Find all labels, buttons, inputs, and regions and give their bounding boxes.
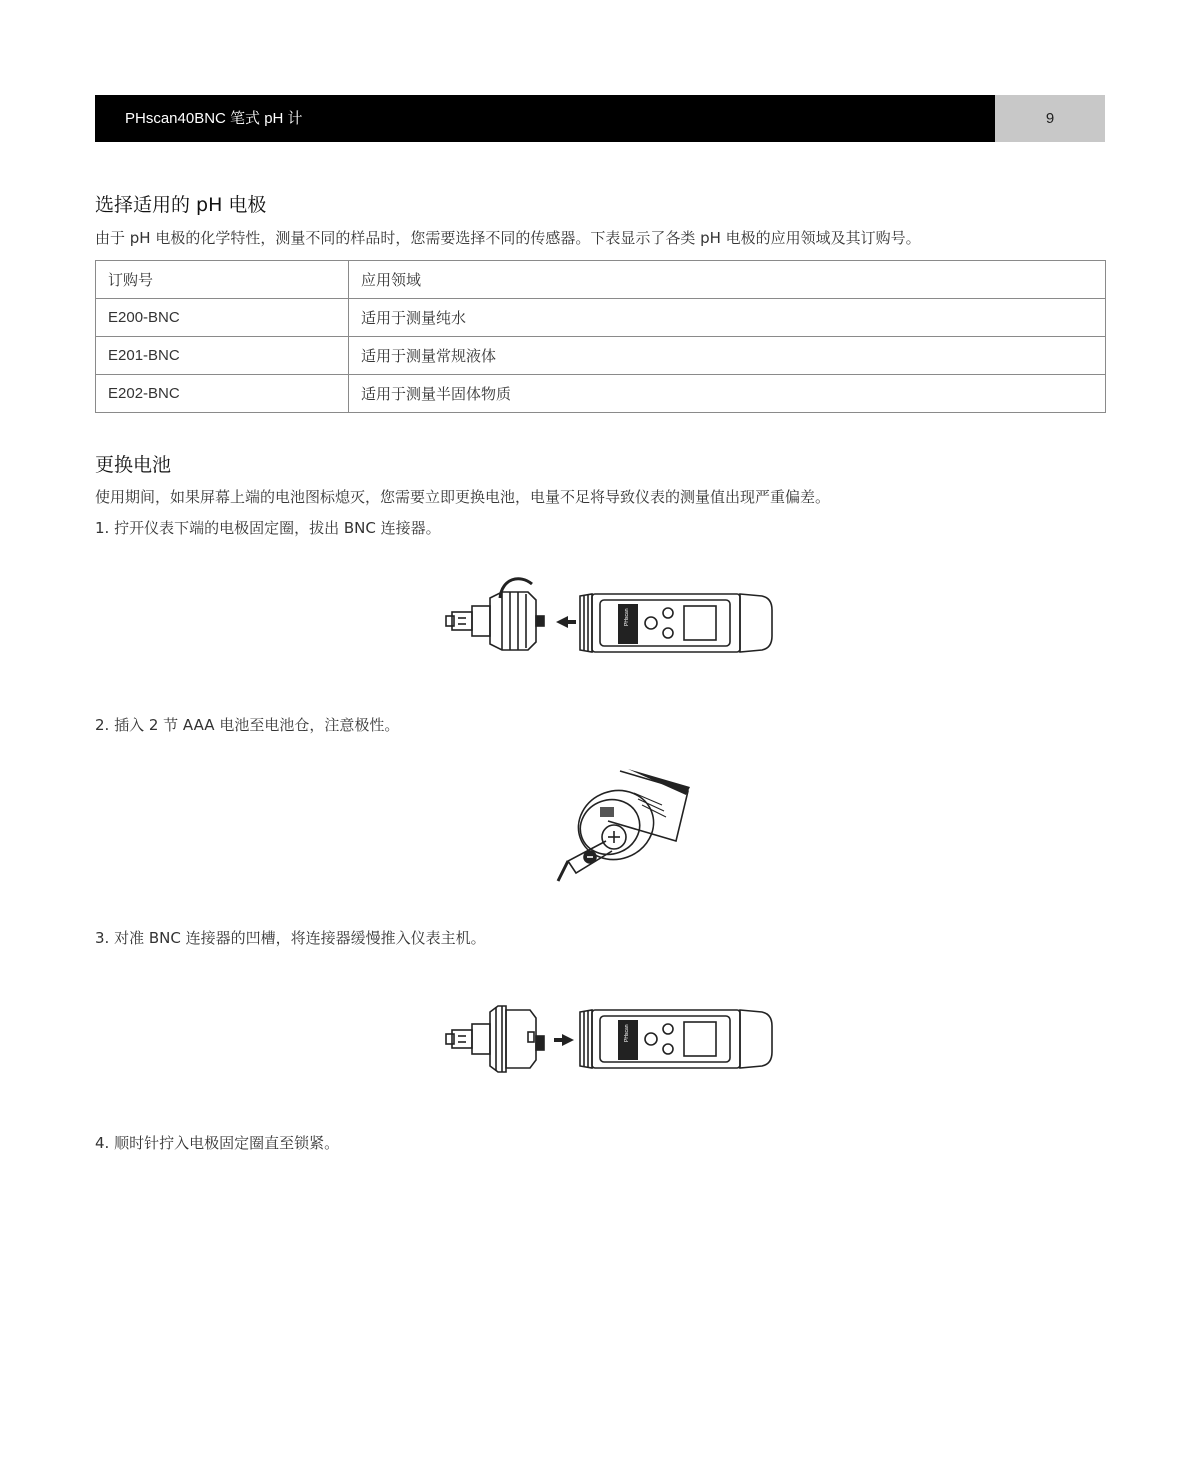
table-header-cell: 订购号 (96, 261, 349, 299)
document-title: PHscan40BNC 笔式 pH 计 (125, 110, 303, 127)
meter-body-drawing (580, 1010, 772, 1068)
table-header-row (96, 261, 1106, 299)
step-1: 1. 拧开仪表下端的电极固定圈，拔出 BNC 连接器。 (95, 519, 441, 537)
table-cell-order-number: E201-BNC (96, 337, 349, 375)
figure-remove-connector (440, 570, 780, 665)
figure-insert-batteries (550, 765, 700, 885)
page-header (95, 95, 1105, 142)
figure-insert-connector (440, 990, 780, 1080)
table-cell-application: 适用于测量常规液体 (349, 337, 1106, 375)
meter-body-drawing (580, 594, 772, 652)
table-cell-application: 适用于测量半固体物质 (349, 375, 1106, 413)
step-4: 4. 顺时针拧入电极固定圈直至锁紧。 (95, 1134, 340, 1152)
table-cell-order-number: E200-BNC (96, 299, 349, 337)
page-number: 9 (995, 95, 1105, 142)
bnc-connector-drawing (446, 579, 544, 650)
step-3: 3. 对准 BNC 连接器的凹槽，将连接器缓慢推入仪表主机。 (95, 929, 486, 947)
table-cell-order-number: E202-BNC (96, 375, 349, 413)
section-heading-battery: 更换电池 (95, 454, 172, 476)
table-row (96, 337, 1106, 375)
table-cell-application: 适用于测量纯水 (349, 299, 1106, 337)
table-header-cell: 应用领域 (349, 261, 1106, 299)
section-heading-electrodes: 选择适用的 pH 电极 (95, 194, 267, 216)
section-intro-battery: 使用期间，如果屏幕上端的电池图标熄灭，您需要立即更换电池，电量不足将导致仪表的测量值出现严重偏差。 (95, 488, 831, 506)
device-brand-label: PHscan (624, 608, 630, 626)
step-2: 2. 插入 2 节 AAA 电池至电池仓，注意极性。 (95, 716, 400, 734)
table-row (96, 299, 1106, 337)
device-brand-label: PHscan (624, 1024, 630, 1042)
electrode-table (95, 260, 1106, 413)
battery-compartment-drawing (558, 769, 690, 881)
table-row (96, 375, 1106, 413)
device-brand-label: PHscan (639, 783, 658, 795)
arrow-left-icon (556, 616, 576, 628)
section-intro-electrodes: 由于 pH 电极的化学特性，测量不同的样品时，您需要选择不同的传感器。下表显示了各类 pH 电极的应用领域及其订购号。 (95, 229, 921, 247)
bnc-connector-drawing (446, 1006, 544, 1072)
arrow-right-icon (554, 1034, 574, 1046)
